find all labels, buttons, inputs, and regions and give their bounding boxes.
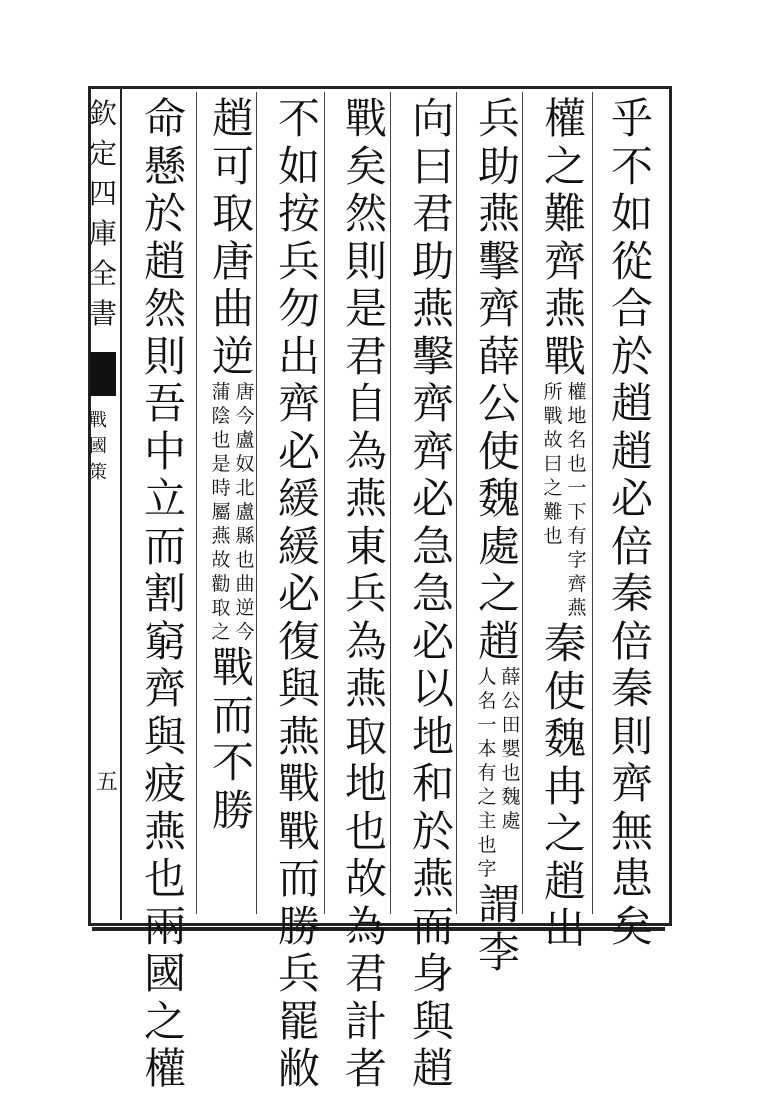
main-char: 不 [211,738,254,787]
text-column [274,94,324,1096]
note-char: 也 [543,525,563,547]
main-char: 割 [143,569,186,618]
main-char: 擊 [477,236,520,286]
main-char: 勝 [277,901,320,951]
main-char: 助 [411,236,454,286]
main-char: 不 [277,94,320,143]
main-char: 戰 [277,759,320,808]
main-char: 燕 [344,474,387,523]
note-char: 盧 [235,429,255,451]
title-char: 庫 [89,217,118,250]
main-char: 君 [344,949,387,998]
main-char: 從 [610,236,653,286]
main-char: 必 [411,616,454,666]
main-char: 緩 [277,474,320,523]
margin-strip [89,92,117,484]
note-char: 盧 [235,501,255,523]
note-char: 也 [235,549,255,571]
main-char: 戰 [543,331,586,381]
text-column [540,94,590,956]
main-char: 可 [211,141,254,191]
note-char: 田 [501,714,521,736]
main-char: 燕 [143,806,186,856]
note-char: 之 [477,786,497,808]
main-char: 與 [411,996,454,1046]
section-title [89,406,117,484]
note-char: 戰 [543,405,563,427]
main-char: 趙 [610,426,653,476]
note-char: 唐 [235,381,255,403]
main-char: 中 [143,426,186,476]
main-char: 公 [477,379,520,428]
note-char: 有 [567,525,587,547]
main-char: 立 [143,474,186,523]
main-char: 兵 [277,949,320,998]
note-char: 薛 [501,666,521,688]
note-column-right [566,383,588,623]
main-char: 地 [344,759,387,808]
note-char: 之 [211,621,231,643]
main-char: 勿 [277,284,320,333]
note-column-left [476,668,498,884]
main-char: 之 [477,569,520,618]
main-char: 趙 [477,616,520,666]
main-char: 冉 [543,761,586,811]
note-char: 公 [501,690,521,712]
main-char: 身 [411,949,454,998]
text-column [140,94,190,1096]
main-char: 矣 [610,901,653,951]
note-char: 故 [543,429,563,451]
note-char: 名 [567,429,587,451]
note-char: 難 [543,501,563,523]
note-char: 齊 [567,573,587,595]
commentary-note [210,383,256,647]
main-char: 趙 [143,236,186,286]
note-char: 奴 [235,453,255,475]
main-char: 秦 [543,619,586,668]
main-char: 按 [277,189,320,238]
main-char: 擊 [411,331,454,381]
note-char: 本 [477,738,497,760]
main-char: 患 [610,854,653,903]
main-char: 齊 [610,759,653,808]
main-char: 倍 [610,616,653,666]
note-column-left [542,383,564,623]
note-char: 下 [567,501,587,523]
main-char: 燕 [277,711,320,761]
main-char: 為 [344,426,387,476]
main-char: 計 [344,996,387,1046]
main-char: 取 [344,711,387,761]
note-char: 曲 [235,573,255,595]
note-char: 嬰 [501,738,521,760]
main-char: 兵 [277,236,320,286]
note-char: 燕 [567,597,587,619]
main-char: 之 [543,141,586,191]
main-char: 必 [277,426,320,476]
note-char: 縣 [235,525,255,547]
book-title [89,92,117,332]
main-char: 權 [143,1044,186,1093]
note-char: 魏 [501,786,521,808]
main-char: 於 [610,331,653,381]
main-char: 燕 [411,854,454,903]
note-char: 勸 [211,573,231,595]
main-char: 趙 [211,94,254,143]
note-char: 有 [477,762,497,784]
main-char: 罷 [277,996,320,1046]
note-char: 處 [501,810,521,832]
main-char: 出 [543,904,586,953]
main-char: 向 [411,94,454,143]
note-char: 一 [567,477,587,499]
main-char: 為 [344,616,387,666]
title-char: 四 [89,177,118,210]
text-column [208,94,258,837]
main-char: 然 [143,284,186,333]
main-char: 疲 [143,759,186,808]
main-char: 燕 [344,664,387,713]
main-char: 齊 [277,379,320,428]
section-char: 國 [89,436,107,457]
section-char: 戰 [89,410,107,431]
main-char: 吾 [143,379,186,428]
text-column [474,94,524,979]
main-char: 戰 [277,806,320,856]
note-column-right [500,668,522,884]
main-char: 君 [344,331,387,381]
main-char: 曲 [211,284,254,333]
note-char: 主 [477,810,497,832]
column-rule [592,92,593,914]
main-char: 逆 [211,331,254,381]
title-char: 書 [89,297,118,330]
main-char: 也 [143,854,186,903]
main-char: 使 [477,426,520,476]
main-char: 兵 [477,94,520,143]
note-char: 蒲 [211,381,231,403]
main-char: 君 [411,189,454,238]
main-char: 是 [344,284,387,333]
main-char: 而 [411,901,454,951]
text-column [408,94,458,1096]
note-char: 屬 [211,501,231,523]
column-rule [196,92,197,914]
note-column-left [210,383,232,647]
note-char: 時 [211,477,231,499]
main-char: 者 [344,1044,387,1093]
main-char: 地 [411,711,454,761]
main-char: 也 [344,806,387,856]
main-char: 李 [477,927,520,977]
title-char: 定 [89,137,118,170]
note-char: 北 [235,477,255,499]
main-char: 齊 [143,664,186,713]
main-char: 勝 [211,785,254,835]
note-char: 一 [477,714,497,736]
main-char: 為 [344,901,387,951]
fish-tail-mark [90,352,116,396]
note-char: 是 [211,453,231,475]
main-char: 魏 [543,714,586,763]
main-char: 處 [477,521,520,571]
main-char: 必 [610,474,653,523]
main-char: 命 [143,94,186,143]
main-char: 懸 [143,141,186,191]
text-column [607,94,657,953]
main-char: 魏 [477,474,520,523]
main-char: 復 [277,616,320,666]
main-char: 齊 [543,236,586,286]
note-char: 也 [567,453,587,475]
main-char: 則 [143,331,186,381]
note-char: 曰 [543,453,563,475]
main-char: 則 [344,236,387,286]
page-number: 五 [96,770,119,795]
main-char: 與 [143,711,186,761]
main-char: 如 [277,141,320,191]
column-rule [324,92,325,914]
main-char: 急 [411,521,454,571]
main-char: 秦 [610,569,653,618]
note-char: 也 [211,429,231,451]
main-char: 乎 [610,94,653,143]
main-char: 兵 [344,569,387,618]
main-char: 如 [610,189,653,238]
note-char: 也 [501,762,521,784]
main-char: 燕 [543,284,586,333]
main-char: 曰 [411,141,454,191]
note-char: 字 [567,549,587,571]
note-column-right [234,383,256,647]
margin-divider [120,86,122,920]
main-char: 而 [211,690,254,740]
main-char: 東 [344,521,387,571]
main-char: 倍 [610,521,653,571]
main-char: 矣 [344,141,387,191]
note-char: 所 [543,381,563,403]
main-char: 國 [143,949,186,998]
main-char: 齊 [411,379,454,428]
main-char: 難 [543,189,586,238]
note-char: 也 [477,834,497,856]
note-char: 燕 [211,525,231,547]
section-char: 策 [89,462,107,483]
text-column [341,94,391,1096]
note-char: 今 [235,621,255,643]
main-char: 不 [610,141,653,191]
main-char: 必 [277,569,320,618]
main-char: 故 [344,854,387,903]
main-char: 出 [277,331,320,381]
note-char: 名 [477,690,497,712]
note-char: 權 [567,381,587,403]
main-char: 齊 [477,284,520,333]
main-char: 兩 [143,901,186,951]
main-char: 秦 [610,664,653,713]
note-char: 取 [211,597,231,619]
main-char: 之 [143,996,186,1046]
title-char: 欽 [89,97,118,130]
main-char: 然 [344,189,387,238]
main-char: 窮 [143,616,186,666]
note-char: 字 [477,858,497,880]
commentary-note [542,383,588,623]
main-char: 之 [543,809,586,858]
main-char: 薛 [477,331,520,381]
note-char: 逆 [235,597,255,619]
main-char: 謂 [477,880,520,929]
main-char: 趙 [411,1044,454,1093]
main-char: 於 [143,189,186,238]
main-char: 趙 [543,856,586,906]
main-char: 與 [277,664,320,713]
main-char: 齊 [411,426,454,476]
main-char: 唐 [211,236,254,286]
main-char: 戰 [344,94,387,143]
main-char: 使 [543,666,586,716]
note-char: 之 [543,477,563,499]
main-char: 以 [411,664,454,713]
main-char: 燕 [477,189,520,238]
main-char: 急 [411,569,454,618]
main-char: 必 [411,474,454,523]
main-char: 則 [610,711,653,761]
main-char: 戰 [211,643,254,692]
main-char: 緩 [277,521,320,571]
note-char: 陰 [211,405,231,427]
main-char: 於 [411,806,454,856]
note-char: 人 [477,666,497,688]
title-char: 全 [89,257,118,290]
main-char: 而 [277,854,320,903]
main-char: 而 [143,521,186,571]
note-char: 故 [211,549,231,571]
main-char: 助 [477,141,520,191]
main-char: 無 [610,806,653,856]
commentary-note [476,668,522,884]
main-char: 和 [411,759,454,808]
main-char: 權 [543,94,586,143]
main-char: 燕 [411,284,454,333]
note-char: 地 [567,405,587,427]
main-char: 趙 [610,379,653,428]
main-char: 取 [211,189,254,238]
main-char: 敝 [277,1044,320,1093]
main-char: 自 [344,379,387,428]
main-char: 合 [610,284,653,333]
note-char: 今 [235,405,255,427]
